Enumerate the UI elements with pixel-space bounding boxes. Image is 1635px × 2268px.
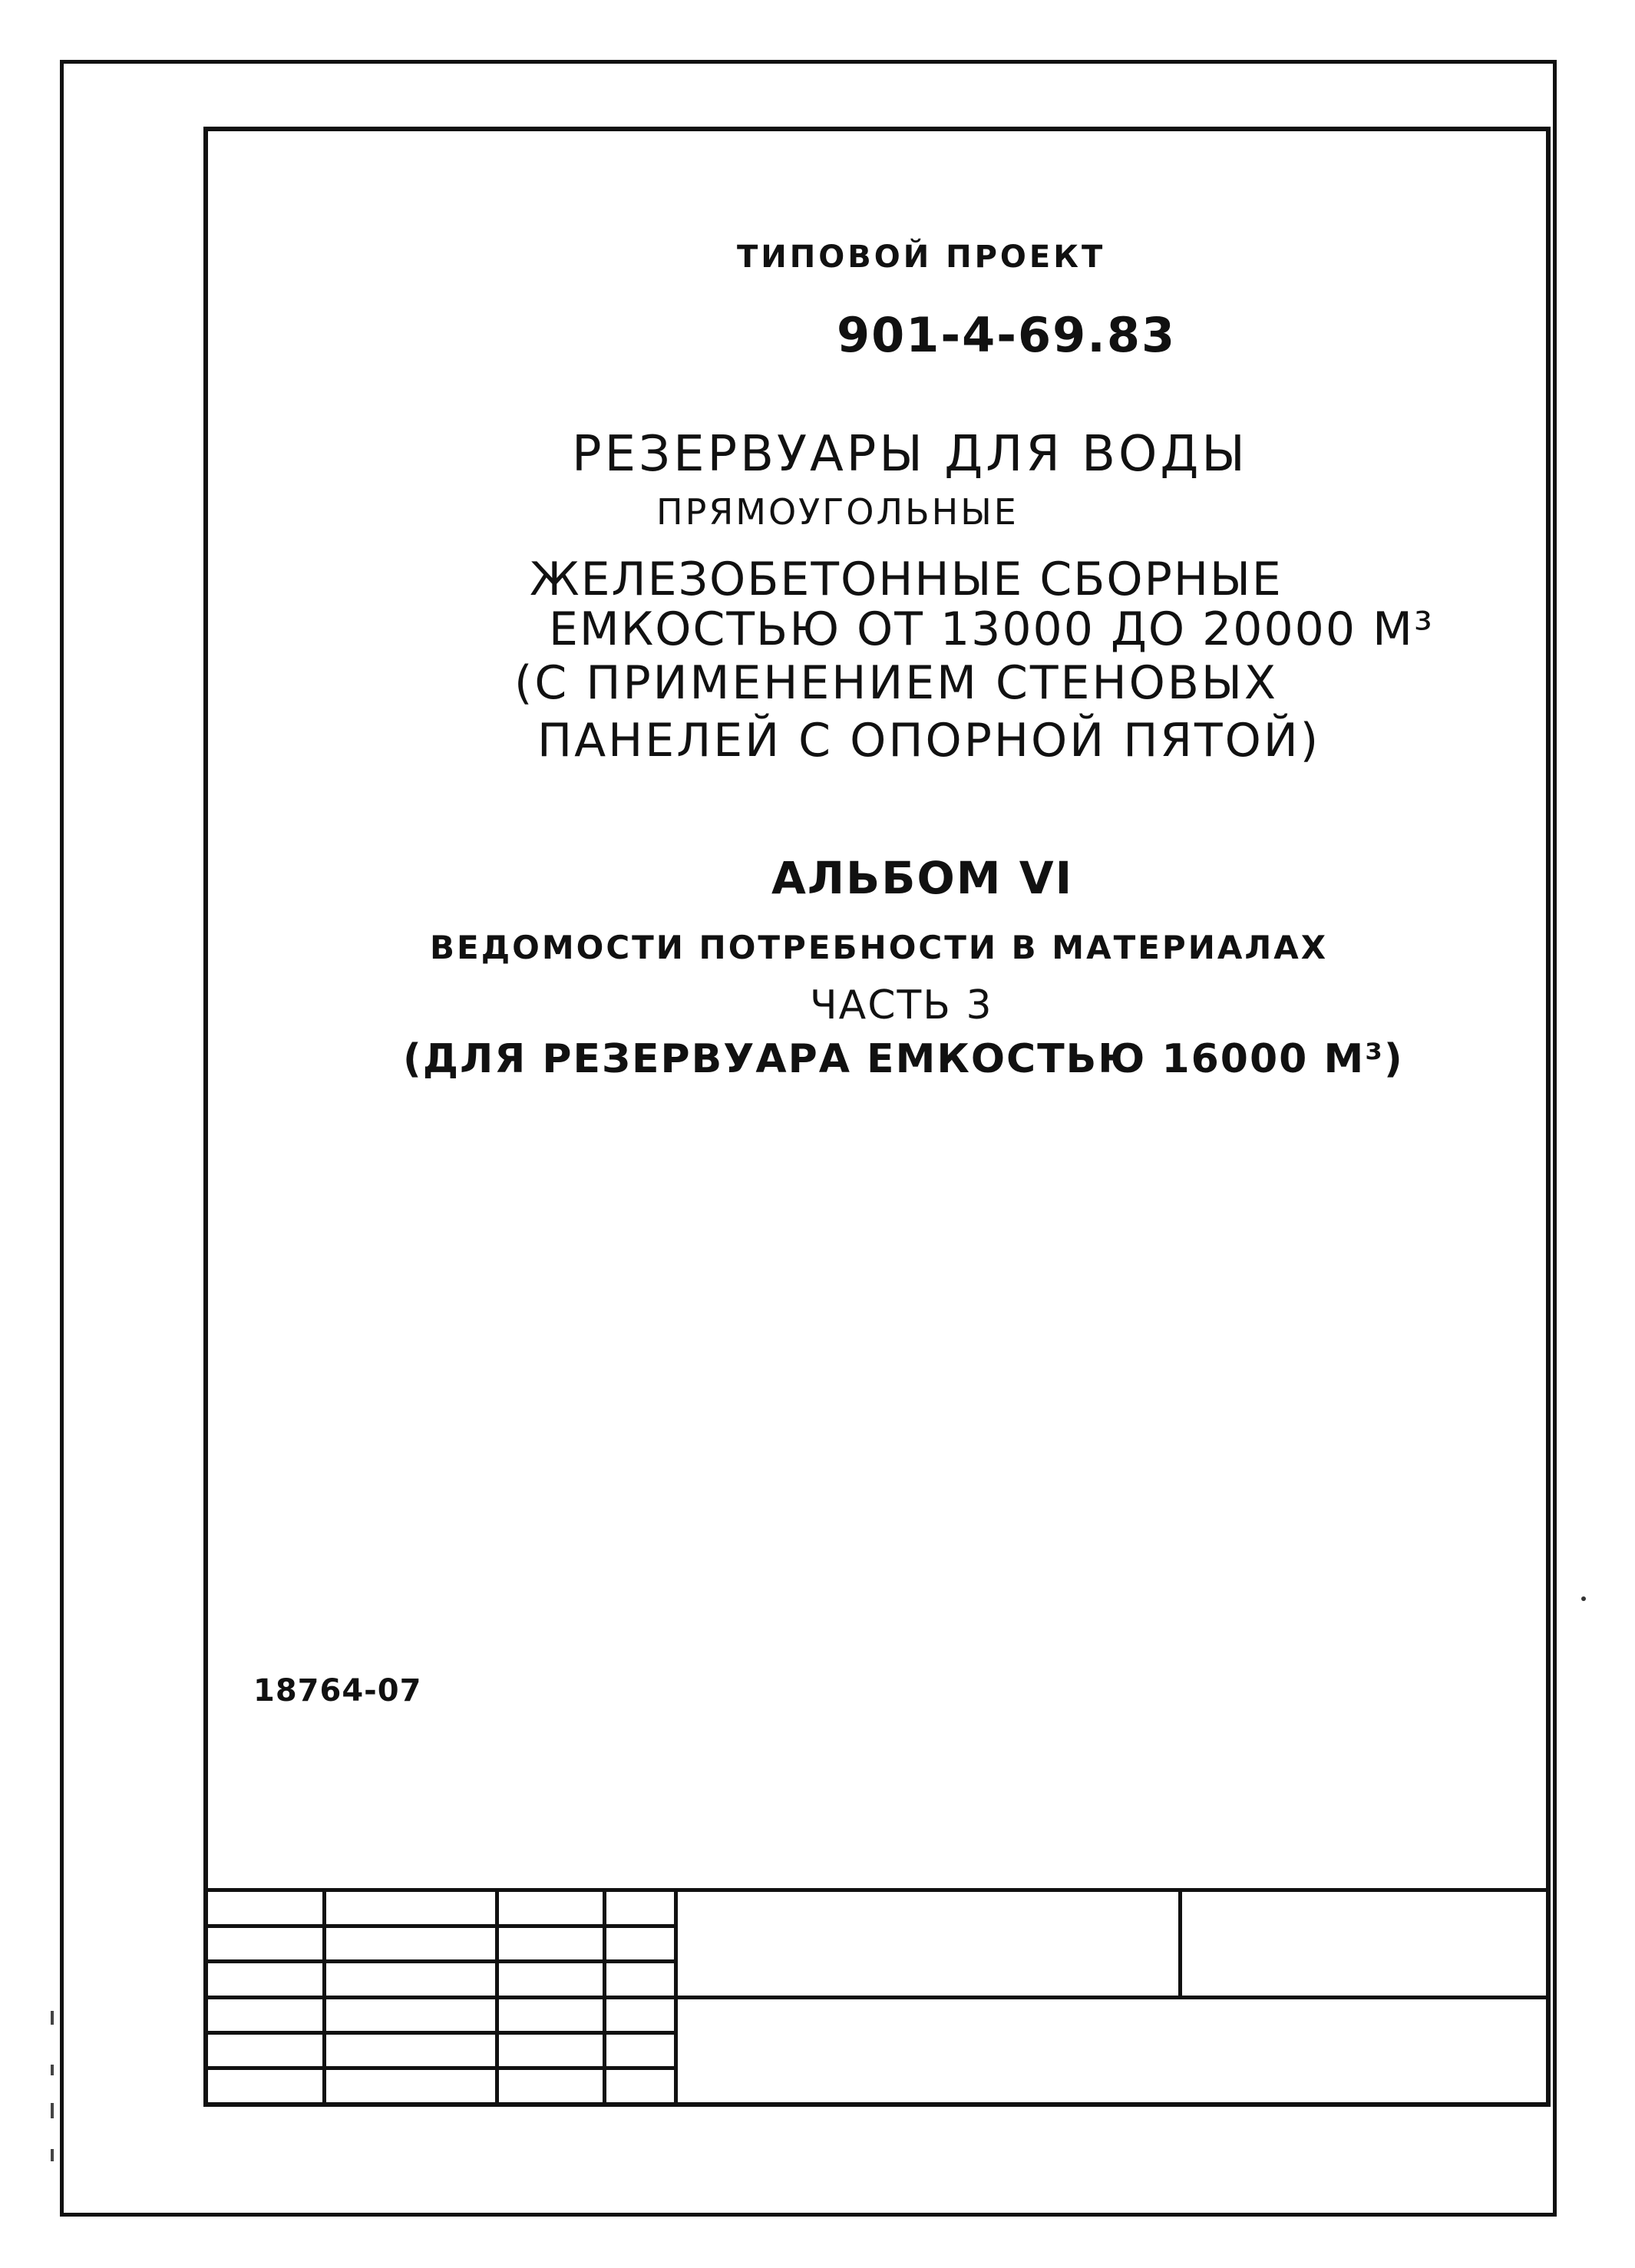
scan-edge-mark — [51, 2149, 54, 2161]
stamp-line — [603, 1888, 606, 2103]
scan-speck — [1581, 1596, 1586, 1601]
drawing-frame — [203, 127, 1551, 2107]
title-line-4: ЕМКОСТЬЮ ОТ 13000 ДО 20000 М³ — [549, 602, 1434, 656]
scan-edge-mark — [51, 2065, 54, 2075]
scan-edge-mark — [51, 2011, 54, 2025]
title-line-1: РЕЗЕРВУАРЫ ДЛЯ ВОДЫ — [572, 426, 1248, 483]
stamp-line — [675, 1996, 1548, 1999]
title-line-6: ПАНЕЛЕЙ С ОПОРНОЙ ПЯТОЙ) — [537, 714, 1321, 768]
scan-edge-mark — [51, 2103, 54, 2118]
stamp-line — [1178, 1888, 1182, 1996]
stamp-line — [674, 1888, 678, 2103]
project-number: 901-4-69.83 — [837, 307, 1177, 363]
stamp-line — [495, 1888, 499, 2103]
stamp-line — [322, 1888, 326, 2103]
part-label: ЧАСТЬ 3 — [810, 982, 993, 1028]
title-line-2: ПРЯМОУГОЛЬНЫЕ — [656, 491, 1019, 533]
title-line-3: ЖЕЛЕЗОБЕТОННЫЕ СБОРНЫЕ — [530, 553, 1283, 606]
part-note: (ДЛЯ РЕЗЕРВУАРА ЕМКОСТЬЮ 16000 М³) — [403, 1036, 1404, 1082]
stamp-line — [206, 1888, 1548, 1892]
album-label: АЛЬБОМ VI — [771, 852, 1074, 904]
document-type-label: ТИПОВОЙ ПРОЕКТ — [737, 239, 1106, 275]
inventory-code: 18764-07 — [253, 1673, 422, 1708]
album-subtitle: ВЕДОМОСТИ ПОТРЕБНОСТИ В МАТЕРИАЛАХ — [430, 929, 1329, 966]
title-line-5: (С ПРИМЕНЕНИЕМ СТЕНОВЫХ — [514, 656, 1279, 710]
